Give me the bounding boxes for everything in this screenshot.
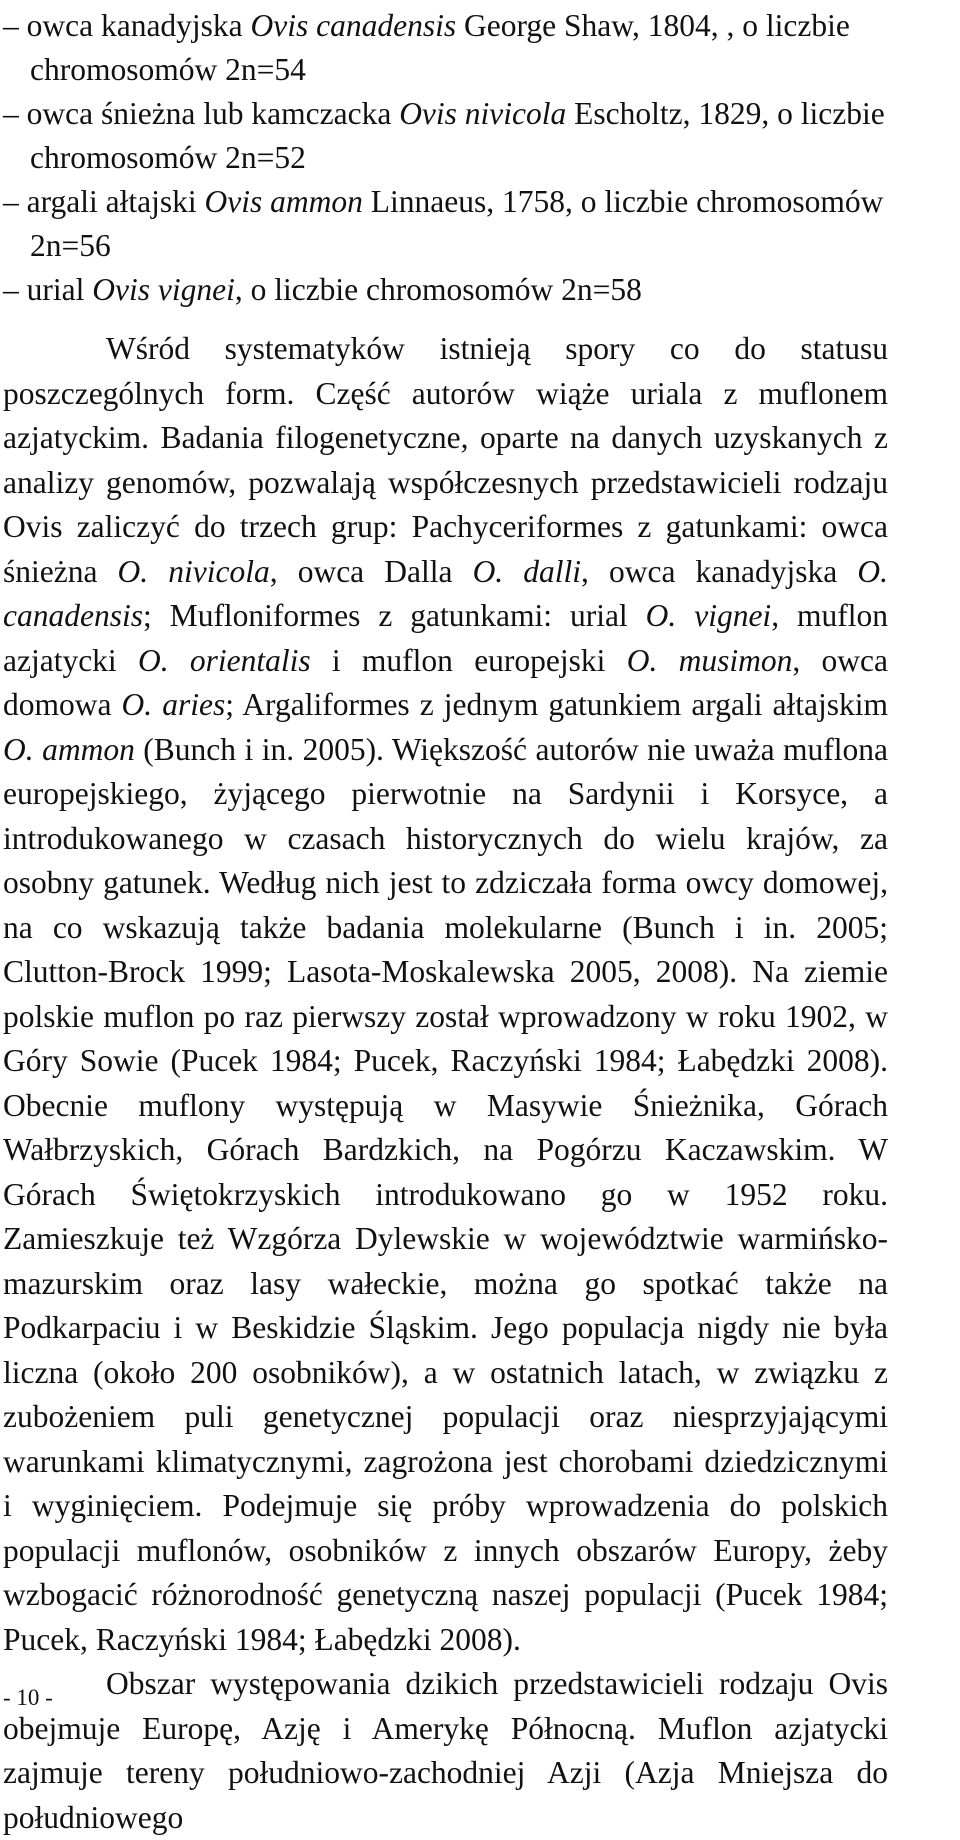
italic-text: O. aries: [121, 687, 226, 722]
list-item: [3, 4, 888, 92]
text-run: – owca kanadyjska: [3, 8, 251, 43]
italic-text: O. musimon: [626, 642, 793, 678]
text-run: i muflon europejski: [310, 642, 627, 678]
species-list: [3, 4, 888, 312]
italic-text: O. ammon: [3, 731, 135, 767]
text-run: Escholtz, 1829, o liczbie chromosomów 2n=52: [30, 96, 885, 175]
italic-text: O. canadensis: [3, 553, 888, 633]
italic-text: Ovis vignei: [92, 272, 235, 307]
list-item: [3, 92, 888, 180]
text-run: Obszar występowania dzikich przedstawicieli rodzaju Ovis obejmuje Europę, Azję i Amerykę Północną. Muflon azjatycki zajmuje tereny południowo-zachodniej Azji (Azja Mniejsza do południowego: [3, 1666, 888, 1835]
list-item: [3, 180, 888, 268]
list-item: [3, 268, 888, 312]
text-run: ; Argaliformes z jednym gatunkiem argali ałtajskim: [225, 687, 889, 722]
text-run: (Bunch i in. 2005). Większość autorów nie uważa muflona europejskiego, żyjącego pierwotnie na Sardynii i Korsyce, a introdukowanego w czasach historycznych do wielu krajów, za osobny gatunek. Według nich jest to zdziczała forma owcy domowej, na co wskazują także badania molekularne (Bunch i in. 2005; Clutton-Brock 1999; Lasota-Moskalewska 2005, 2008). Na ziemie polskie muflon po raz pierwszy został wprowadzony w roku 1902, w Góry Sowie (Pucek 1984; Pucek, Raczyński 1984; Łabędzki 2008). Obecnie muflony występują w Masywie Śnieżnika, Górach Wałbrzyskich, Górach Bardzkich, na Pogórzu Kaczawskim. W Górach Świętokrzyskich introdukowano go w 1952 roku. Zamieszkuje też Wzgórza Dylewskie w województwie warmińsko-mazurskim oraz lasy wałeckie, można go spotkać także na Podkarpaciu i w Beskidzie Śląskim. Jego populacja nigdy nie była liczna (około 200 osobników), a w ostatnich latach, w związku z zubożeniem puli genetycznej populacji oraz niesprzyjającymi warunkami klimatycznymi, zagrożona jest chorobami dziedzicznymi i wyginięciem. Podejmuje się próby wprowadzenia do polskich populacji muflonów, osobników z innych obszarów Europy, żeby wzbogacić różnorodność genetyczną naszej populacji (Pucek 1984; Pucek, Raczyński 1984; Łabędzki 2008).: [3, 731, 888, 1657]
italic-text: O. vignei: [645, 598, 772, 633]
body-text: [3, 327, 888, 1840]
italic-text: O. orientalis: [137, 642, 311, 678]
text-run: – urial: [3, 272, 93, 307]
text-run: – owca śnieżna lub kamczacka: [3, 96, 400, 131]
text-run: Wśród systematyków istnieją spory co do statusu poszczególnych form. Część autorów wiąże uriala z muflonem azjatyckim. Badania filogenetyczne, oparte na danych uzyskanych z analizy genomów, pozwalają współczesnych przedstawicieli rodzaju Ovis zaliczyć do trzech grup: Pachyceriformes z gatunkami: owca śnieżna: [3, 331, 888, 589]
page-number: - 10 -: [3, 1685, 53, 1710]
text-run: ; Mufloniformes z gatunkami: urial: [142, 598, 646, 633]
italic-text: Ovis canadensis: [250, 8, 457, 43]
paragraph: [3, 1662, 888, 1840]
text-run: , owca domowa: [3, 642, 888, 722]
text-run: , owca kanadyjska: [581, 553, 858, 589]
text-run: , owca Dalla: [269, 553, 473, 589]
italic-text: Ovis nivicola: [399, 96, 567, 131]
text-run: Linnaeus, 1758, o liczbie chromosomów 2n=56: [30, 184, 884, 263]
text-run: , o liczbie chromosomów 2n=58: [234, 272, 642, 307]
text-run: – argali ałtajski: [3, 184, 205, 219]
text-run: , muflon azjatycki: [3, 598, 889, 678]
text-run: George Shaw, 1804, , o liczbie chromosomów 2n=54: [30, 8, 850, 87]
italic-text: O. nivicola: [117, 553, 270, 589]
italic-text: O. dalli: [472, 553, 582, 589]
paragraph: [3, 327, 888, 1662]
italic-text: Ovis ammon: [204, 184, 363, 219]
